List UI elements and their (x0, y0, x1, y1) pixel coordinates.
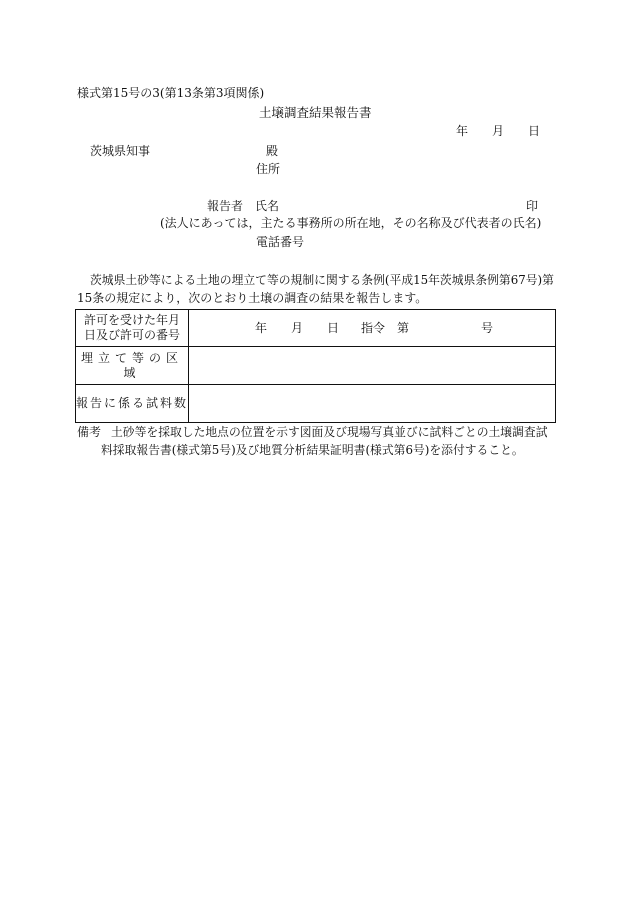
phone-label: 電話番号 (256, 235, 305, 249)
sample-label-cell: 報告に係る試料数 (76, 385, 189, 423)
permit-year: 年 (255, 321, 268, 335)
permit-directive: 指令 (361, 321, 386, 335)
name-label: 氏名 (255, 199, 280, 213)
area-label-cell: 埋立て等の区域 (76, 347, 189, 385)
document-title: 土壌調査結果報告書 (259, 105, 372, 120)
sample-value-cell[interactable] (189, 385, 556, 423)
permit-label-line2: 日及び許可の番号 (83, 328, 180, 342)
table-row-area (76, 347, 556, 385)
remarks-line2: 料採取報告書(様式第5号)及び地質分析結果証明書(様式第6号)を添付すること。 (101, 443, 524, 457)
body-text-line2: 15条の規定により，次のとおり土壌の調査の結果を報告します。 (77, 291, 428, 305)
permit-value-cell (189, 310, 556, 347)
table-row-samples (76, 385, 556, 423)
area-value-cell[interactable] (189, 347, 556, 385)
address-label: 住所 (256, 162, 281, 176)
table-row-permit (76, 310, 556, 347)
permit-dai: 第 (397, 321, 410, 335)
permit-go: 号 (481, 321, 494, 335)
body-text-line1: 茨城県土砂等による土地の埋立て等の規制に関する条例(平成15年茨城県条例第67号)第 (90, 273, 554, 287)
honorific: 殿 (266, 144, 279, 158)
corporate-note: (法人にあっては，主たる事務所の所在地，その名称及び代表者の氏名) (160, 216, 542, 230)
permit-label-line1: 許可を受けた年月 (83, 313, 180, 327)
permit-month: 月 (291, 321, 304, 335)
date-year: 年 (456, 124, 469, 138)
remarks-line1: 土砂等を採取した地点の位置を示す図面及び現場写真並びに試料ごとの土壌調査試 (111, 425, 548, 439)
date-month: 月 (492, 124, 505, 138)
seal-mark: 印 (526, 199, 539, 213)
reporter-role-label: 報告者 (207, 199, 244, 213)
addressee: 茨城県知事 (90, 144, 151, 158)
permit-day: 日 (327, 321, 340, 335)
remarks-label: 備考 (77, 425, 102, 439)
form-number: 様式第15号の3(第13条第3項関係) (77, 86, 265, 100)
report-table (75, 309, 556, 423)
date-day: 日 (528, 124, 541, 138)
permit-label-cell (76, 310, 189, 347)
